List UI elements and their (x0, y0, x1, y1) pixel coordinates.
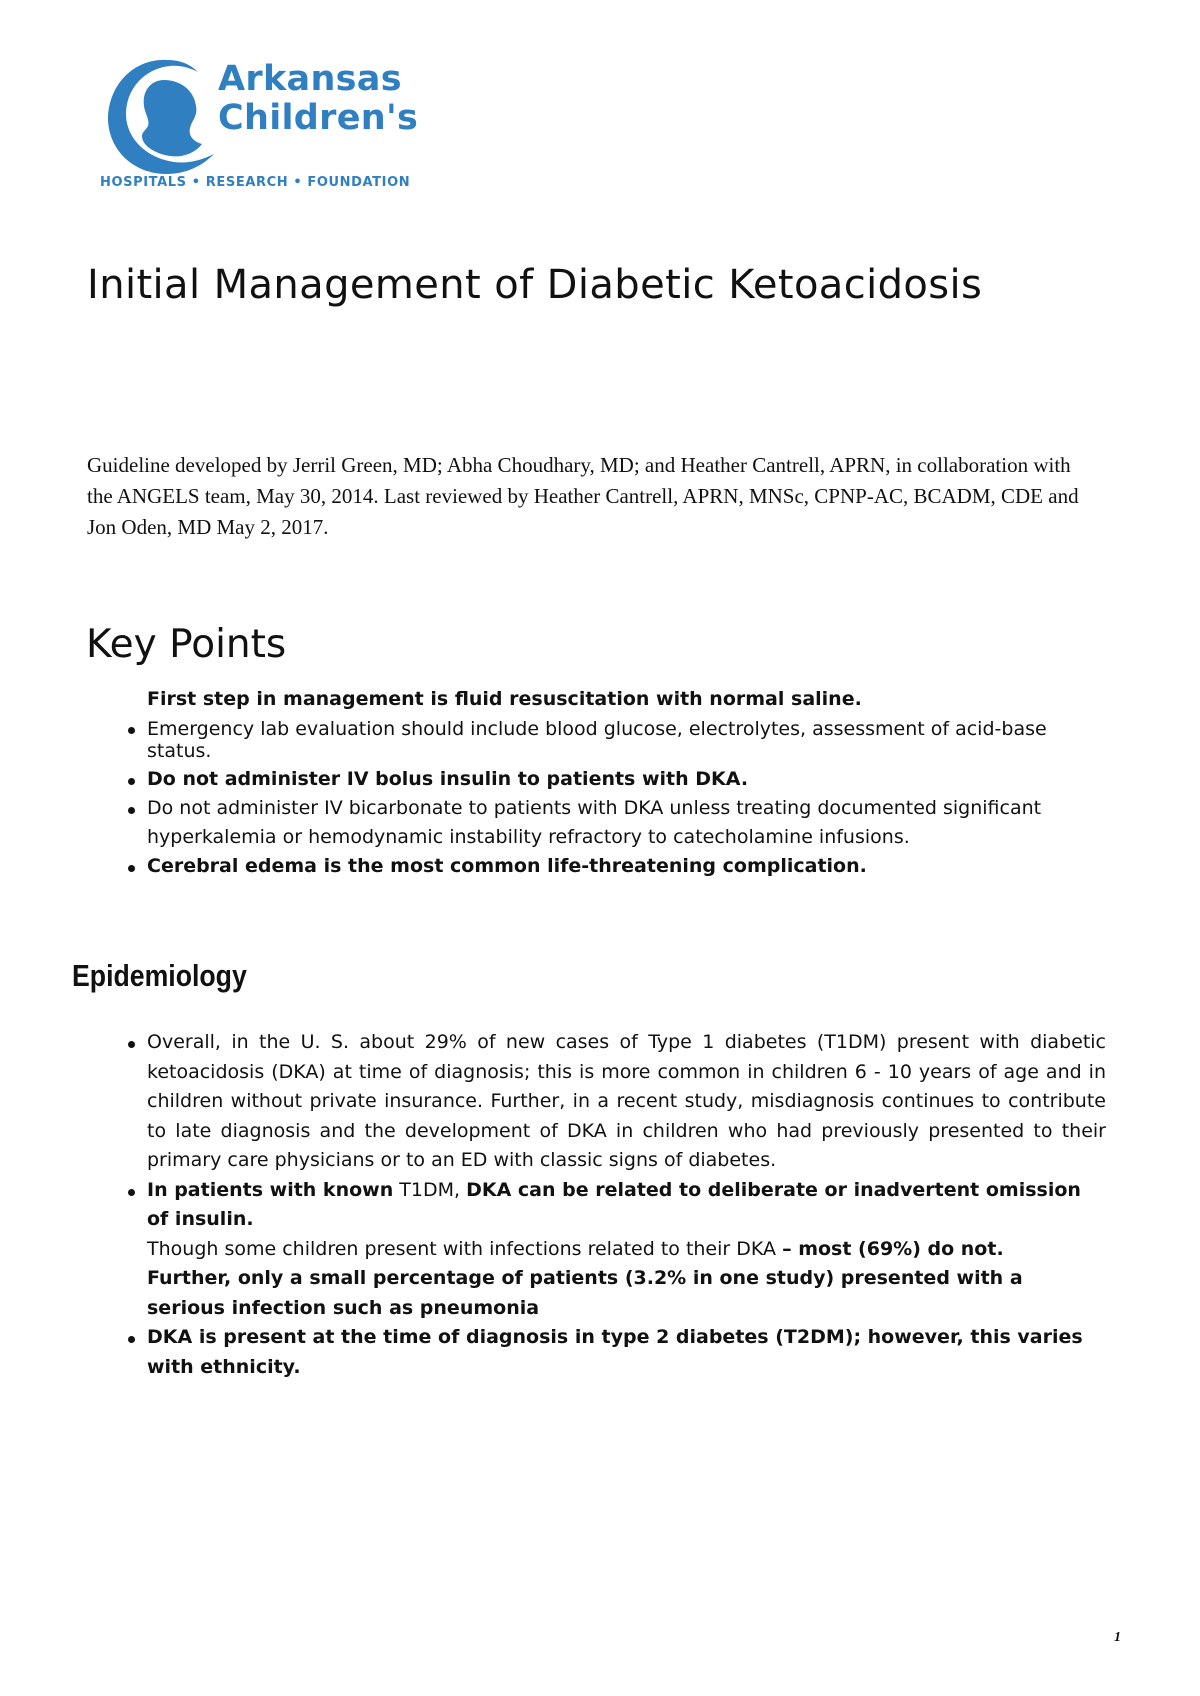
list-item (126, 1176, 1106, 1324)
key-points-list (126, 685, 1116, 881)
organization-name (218, 60, 418, 138)
list-item: Overall, in the U. S. about 29% of new cases of Type 1 diabetes (T1DM) present with diabetic ketoacidosis (DKA) at time of diagnosis; this is more common in children 6 - 10 years of age and in children without private insurance. Further, in a recent study, misdiagnosis continues to contribute to late diagnosis and the development of DKA in children who had previously presented to their primary care physicians or to an ED with classic signs of diabetes. (126, 1028, 1106, 1176)
list-item: Do not administer IV bolus insulin to patients with DKA. (126, 765, 1116, 794)
list-item: DKA is present at the time of diagnosis in type 2 diabetes (T2DM); however, this varies with ethnicity. (126, 1323, 1106, 1382)
list-item-text: Further, only a small percentage of patients (3.2% in one study) presented with a serious infection such as pneumonia (147, 1267, 1023, 1319)
epidemiology-heading: Epidemiology (72, 958, 247, 993)
key-points-heading: Key Points (86, 622, 287, 667)
list-item: First step in management is fluid resuscitation with normal saline. (147, 688, 862, 710)
page-number: 1 (1114, 1630, 1121, 1645)
epidemiology-list (126, 1028, 1106, 1382)
document-title: Initial Management of Diabetic Ketoacidosis (87, 262, 983, 308)
organization-name-line2: Children's (218, 98, 419, 138)
child-silhouette-logo-icon (98, 50, 224, 182)
organization-logo (98, 50, 428, 200)
list-item: Cerebral edema is the most common life-threatening complication. (126, 852, 1116, 881)
list-item-text: DKA can be related to deliberate or inadvertent omission of insulin. (147, 1178, 1081, 1230)
list-item-text: T1DM, (399, 1178, 461, 1201)
list-item: Do not administer IV bicarbonate to patients with DKA unless treating documented significant hyperkalemia or hemodynamic instability refractory to catecholamine infusions. (126, 794, 1116, 852)
organization-name-line1: Arkansas (218, 59, 402, 99)
list-item-text: – most (69%) do not. (782, 1237, 1004, 1260)
organization-tagline: HOSPITALS • RESEARCH • FOUNDATION (100, 175, 411, 190)
list-item-text: DKA (736, 1237, 777, 1260)
author-credits: Guideline developed by Jerril Green, MD; Abha Choudhary, MD; and Heather Cantrell, APRN, in collaboration with the ANGELS team, May 30, 2014. Last reviewed by Heather Cantrell, APRN, MNSc, CPNP-AC, BCADM, CDE and Jon Oden, MD May 2, 2017. (87, 453, 1079, 539)
list-item-text: Though some children present with infections related to their (147, 1237, 731, 1260)
list-item-text: In patients with known (147, 1178, 394, 1201)
list-item: Emergency lab evaluation should include blood glucose, electrolytes, assessment of acid-base status. (126, 714, 1116, 765)
